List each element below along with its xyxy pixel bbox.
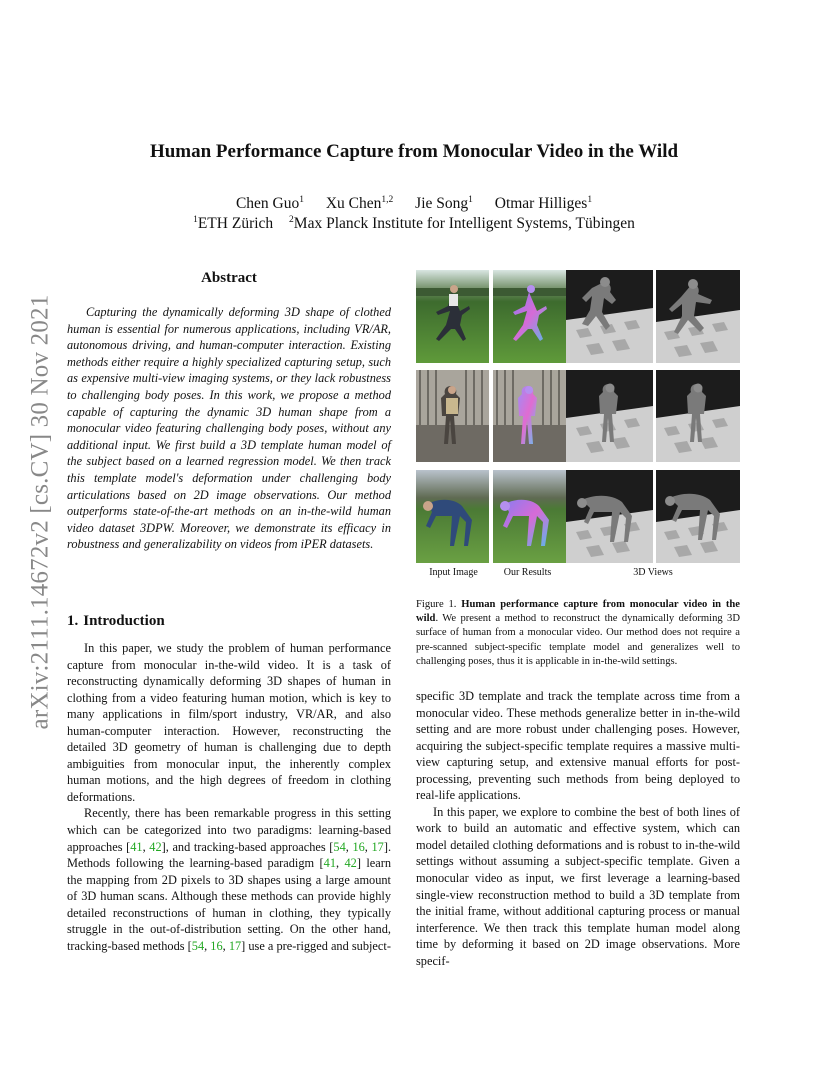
3d-view-side <box>656 370 740 462</box>
section-number: 1. <box>67 613 79 629</box>
author-name: Chen Guo <box>235 195 300 212</box>
figure-label-input-image: Input Image <box>429 567 478 578</box>
citation-link[interactable]: 17 <box>371 839 384 854</box>
abstract-body <box>67 304 391 553</box>
intro-paragraph-1: In this paper, we study the problem of human performance capture from monocular in-the-wild video. It is a task of reconstructing dynamically deforming 3D shapes of human in clothing from a video featuring human motion, which is key to many applications in film/sport industry, VR/AR, and also human-computer interaction. However, reconstructing the detailed 3D geometry of human is challenging due to depth ambiguities from monocular input, the inherently complex human motions, and the high degrees of freedom in clothing deformations. <box>67 641 391 804</box>
arxiv-identifier-text: arXiv:2111.14672v2 [cs.CV] 30 Nov 2021 <box>26 294 53 730</box>
author-list <box>0 195 828 213</box>
input-image-photo <box>416 370 489 462</box>
author-affiliation-mark: 1 <box>299 195 304 205</box>
intro-paragraph-3: In this paper, we explore to combine the best of both lines of work to build an automatic and effective system, which can model detailed clothing deformations and is robust to in-the-wild settings without assuming a subject-specific template. Given a monocular video as input, we first leverage a learning-based single-view reconstruction method to build a 3D template from the initial frame, without additional capturing process or manual interference. We then track this template human model along time by deforming it based on 2D image observations. More specif- <box>416 804 740 968</box>
caption-prefix: Figure 1. <box>416 599 462 610</box>
author-affiliation-mark: 1 <box>468 195 473 205</box>
author <box>326 195 393 212</box>
result-image-photo <box>493 270 566 363</box>
affiliation-mark: 2 <box>289 215 294 225</box>
citation-link[interactable]: 42 <box>149 839 162 854</box>
citation-link[interactable]: 54 <box>333 839 346 854</box>
citation-link[interactable]: 42 <box>344 856 357 871</box>
figure-label-3d-views: 3D Views <box>633 567 673 578</box>
affiliation-name: Max Planck Institute for Intelligent Systems, Tübingen <box>293 215 635 232</box>
abstract-heading: Abstract <box>201 270 257 286</box>
input-image-photo <box>416 270 489 363</box>
affiliation <box>193 215 273 232</box>
arxiv-identifier <box>22 262 58 762</box>
citation-link[interactable]: 54 <box>191 938 205 953</box>
author-name: Jie Song <box>415 195 469 212</box>
caption-bold: Human performance capture from monocular video in the wild <box>416 599 740 625</box>
result-image-photo <box>493 470 566 563</box>
author <box>415 195 473 212</box>
3d-view-side <box>656 470 740 563</box>
author-affiliation-mark: 1 <box>587 195 593 205</box>
author <box>236 195 304 212</box>
section-heading-introduction <box>67 613 165 630</box>
section-title: Introduction <box>83 613 165 629</box>
figure-1-caption <box>416 598 740 669</box>
input-image-photo <box>416 470 489 563</box>
figure-label-our-results: Our Results <box>503 567 552 578</box>
author-name: Xu Chen <box>325 195 382 212</box>
author <box>495 195 592 212</box>
author-affiliation-mark: 1,2 <box>381 195 394 205</box>
intro-paragraph-2: Recently, there has been remarkable progress in this setting which can be categorized into two paradigms: learning-based approaches [41, 42], and tracking-based approaches [54, 16, 17]. Methods following the learning-based paradigm [41, 42] learn the mapping from 2D pixels to 3D shapes using a large amount of 3D human scans. Although these methods can provide highly detailed reconstructions of human in clothing, they typically struggle in the out-of-distribution setting. On the other hand, tracking-based methods [54, 16, 17] use a pre-rigged and subject- <box>67 806 392 953</box>
introduction-left-column <box>67 640 391 954</box>
citation-link[interactable]: 17 <box>228 938 242 953</box>
citation-link[interactable]: 16 <box>352 839 365 854</box>
result-image-photo <box>493 370 566 462</box>
introduction-right-column <box>416 688 740 969</box>
3d-view-front <box>566 270 653 363</box>
affiliation <box>289 215 635 232</box>
3d-view-side <box>656 270 740 363</box>
author-name: Otmar Hilliges <box>494 195 588 212</box>
3d-view-front <box>566 370 653 462</box>
affiliation-name: ETH Zürich <box>197 215 274 232</box>
caption-text: . We present a method to reconstruct the dynamically deforming 3D surface of human from a monocular video. Our method does not require a pre-scanned subject-specific template model and generalizes well to challenging poses, thus it is applicable in in-the-wild settings. <box>416 613 740 667</box>
affiliation-list <box>0 215 828 233</box>
3d-view-front <box>566 470 653 563</box>
figure-1-image-grid <box>416 270 740 563</box>
citation-link[interactable]: 16 <box>210 938 223 953</box>
affiliation-mark: 1 <box>193 215 198 225</box>
paper-title: Human Performance Capture from Monocular Video in the Wild <box>149 141 679 162</box>
citation-link[interactable]: 41 <box>323 856 336 871</box>
intro-paragraph-2-continued: specific 3D template and track the template across time from a monocular video. These methods generalize better in in-the-wild setting and are more robust under challenging poses. However, acquiring the subject-specific template requires a massive multi-view capturing setup, and extensive manual efforts for post-processing, preventing such methods from being deployed to real-life applications. <box>416 689 740 803</box>
citation-link[interactable]: 41 <box>130 839 143 854</box>
abstract-paragraph: Capturing the dynamically deforming 3D shape of clothed human is essential for numerous applications, including VR/AR, autonomous driving, and human-computer interaction. Existing methods either require a highly specialized capturing setup, such as expensive multi-view imaging systems, or they lack robustness to challenging body poses. In this work, we propose a method capable of capturing the dynamic 3D human shape from a monocular video featuring challenging body poses, without any additional input. We first build a 3D template human model of the subject based on a learned regression model. We then track this template model's deformation under challenging body articulations based on 2D image observations. Our method outperforms state-of-the-art methods on an in-the-wild human video dataset 3DPW. Moreover, we demonstrate its efficacy in robustness and generalizability on videos from iPER datasets. <box>67 305 391 552</box>
